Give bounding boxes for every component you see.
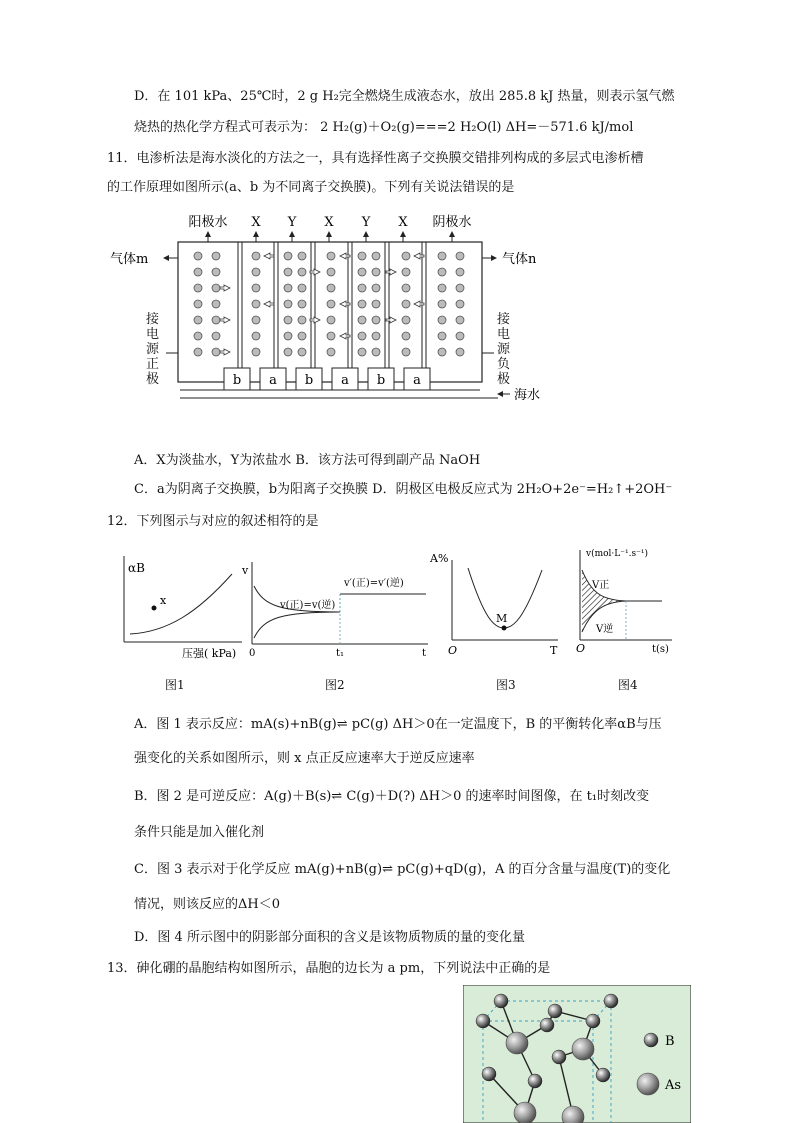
q12-option-c-line2: 情况，则该反应的ΔH＜0 [134,897,280,912]
membrane-b2: b [304,373,314,388]
legend-as-label: As [665,1078,682,1093]
q11-stem-line2: 的工作原理如图所示(a、b 为不同离子交换膜)。下列有关说法错误的是 [107,180,515,195]
fig3-xlabel: T [550,644,558,657]
q12-option-b-line1: B．图 2 是可逆反应：A(g)＋B(s)⇌ C(g)＋D(?) ΔH＞0 的速率时间图像，在 t₁时刻改变 [134,789,650,804]
electrodialysis-figure [100,208,560,408]
fig4-vf: V正 [592,580,610,591]
membrane-a1: a [269,373,277,388]
q13-stem: 13．砷化硼的晶胞结构如图所示，晶胞的边长为 a pm，下列说法中正确的是 [107,961,551,976]
label-anode-water: 阳极水 [188,215,228,230]
q10-option-d-line2: 烧热的热化学方程式可表示为： 2 H₂(g)＋O₂(g)===2 H₂O(l) ΔH=－571.6 kJ/mol [134,120,634,135]
fig4-ylabel: v(mol·L⁻¹.s⁻¹) [586,549,648,559]
legend-as-atom [637,1073,659,1095]
fig4-xlabel: t(s) [652,644,669,655]
fig4-origin: O [576,642,586,655]
membrane-a2: a [341,373,349,388]
label-x3: X [398,215,408,230]
figure-1 [118,552,248,662]
fig4-caption: 图4 [618,678,638,692]
seawater-label: 海水 [514,388,541,403]
right-electrode-label: 接电源负极 [497,312,511,387]
q11-stem-line1: 11．电渗析法是海水淡化的方法之一，具有选择性离子交换膜交错排列构成的多层式电渗析槽 [107,151,644,166]
figure-4 [570,540,680,660]
fig1-point-x: x [160,594,167,607]
q12-option-a-line1: A．图 1 表示反应：mA(s)+nB(g)⇌ pC(g) ΔH＞0在一定温度下，B 的平衡转化率αB与压 [134,717,662,732]
label-cathode-water: 阴极水 [432,215,472,230]
label-y1: Y [287,215,297,230]
gas-n: 气体n [502,252,537,267]
fig3-caption: 图3 [496,678,516,692]
fig2-t: t [422,648,427,659]
fig2-caption: 图2 [325,678,345,692]
q10-option-d-line1: D．在 101 kPa、25℃时，2 g H₂完全燃烧生成液态水，放出 285.8 kJ 热量，则表示氢气燃 [134,89,675,104]
fig2-eq1: v(正)=v(逆) [280,600,336,611]
boron-arsenide-cell [463,985,691,1123]
fig2-ylabel: v [242,564,249,577]
q11-options-ab: A．X为淡盐水，Y为浓盐水 B．该方法可得到副产品 NaOH [134,453,481,468]
tank [178,242,482,382]
legend-b-label: B [665,1034,675,1049]
figure-2 [240,556,440,660]
q12-stem: 12．下列图示与对应的叙述相符的是 [107,514,319,529]
membrane-b3: b [376,373,386,388]
q11-options-cd: C．a为阴离子交换膜，b为阳离子交换膜 D．阴极区电极反应式为 2H₂O+2e⁻=H₂↑+2OH⁻ [134,482,673,497]
q12-option-c-line1: C．图 3 表示对于化学反应 mA(g)+nB(g)⇌ pC(g)+qD(g)，A 的百分含量与温度(T)的变化 [134,862,671,877]
q12-option-a-line2: 强变化的关系如图所示，则 x 点正反应速率大于逆反应速率 [134,751,475,766]
fig4-vr: V逆 [596,624,614,635]
fig2-eq2: v′(正)=v′(逆) [344,578,404,589]
fig1-caption: 图1 [165,678,185,692]
left-electrode-label: 接电源正极 [146,312,160,387]
gas-m: 气体m [110,252,149,267]
label-y2: Y [361,215,371,230]
membrane-b1: b [232,373,242,388]
label-x1: X [251,215,261,230]
fig3-point-m: M [496,612,508,625]
fig2-origin: 0 [249,648,256,659]
fig1-xlabel: 压强( kPa) [182,647,237,660]
label-x2: X [324,215,334,230]
fig2-t1: t₁ [336,648,345,659]
fig3-ylabel: A% [430,552,449,565]
legend-b-atom [644,1033,658,1047]
membrane-a3: a [413,373,421,388]
fig3-origin: O [448,644,458,657]
fig1-ylabel: αB [128,561,145,575]
figure-3 [428,548,568,660]
q12-option-b-line2: 条件只能是加入催化剂 [134,825,265,840]
q12-option-d: D．图 4 所示图中的阴影部分面积的含义是该物质物质的量的变化量 [134,930,525,945]
